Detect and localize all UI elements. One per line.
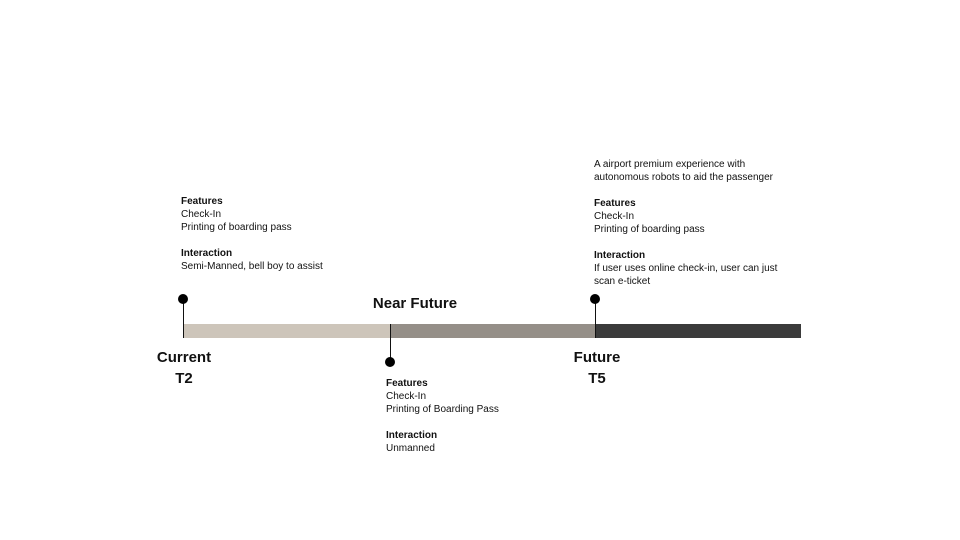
marker-future-dot [590, 294, 600, 304]
current-feature-item: Check-In [181, 209, 222, 220]
marker-near-future-dot [385, 357, 395, 367]
near-future-info [386, 377, 499, 455]
stage-future-subtitle: T5 [588, 370, 606, 387]
stage-current-subtitle: T2 [175, 370, 193, 387]
near-future-features-heading: Features [386, 378, 428, 389]
timeline-segment-near-future [390, 324, 595, 338]
current-interaction-item: Semi-Manned, bell boy to assist [181, 261, 323, 272]
stage-near-future-title: Near Future [372, 295, 458, 312]
stage-current-title: Current [156, 349, 212, 366]
timeline-segment-current [183, 324, 390, 338]
future-intro-line: A airport premium experience with [594, 159, 746, 170]
stage-future [557, 347, 637, 389]
marker-future-stem [595, 299, 596, 338]
stage-future-title: Future [573, 349, 621, 366]
future-interaction-item: scan e-ticket [594, 276, 651, 287]
future-info [594, 158, 777, 288]
current-info [181, 195, 323, 273]
current-interaction-heading: Interaction [181, 248, 233, 259]
near-future-interaction-item: Unmanned [386, 443, 435, 454]
future-interaction-heading: Interaction [594, 250, 646, 261]
future-interaction-item: If user uses online check-in, user can just [594, 263, 778, 274]
current-feature-item: Printing of boarding pass [181, 222, 292, 233]
near-future-interaction-heading: Interaction [386, 430, 438, 441]
future-feature-item: Printing of boarding pass [594, 224, 705, 235]
marker-current-dot [178, 294, 188, 304]
future-features-heading: Features [594, 198, 636, 209]
timeline-segment-future [595, 324, 801, 338]
near-future-feature-item: Printing of Boarding Pass [386, 404, 499, 415]
stage-near-future [355, 293, 475, 314]
future-feature-item: Check-In [594, 211, 635, 222]
future-intro-line: autonomous robots to aid the passenger [594, 172, 774, 183]
current-features-heading: Features [181, 196, 223, 207]
near-future-feature-item: Check-In [386, 391, 427, 402]
marker-current-stem [183, 299, 184, 338]
stage-current [144, 347, 224, 389]
